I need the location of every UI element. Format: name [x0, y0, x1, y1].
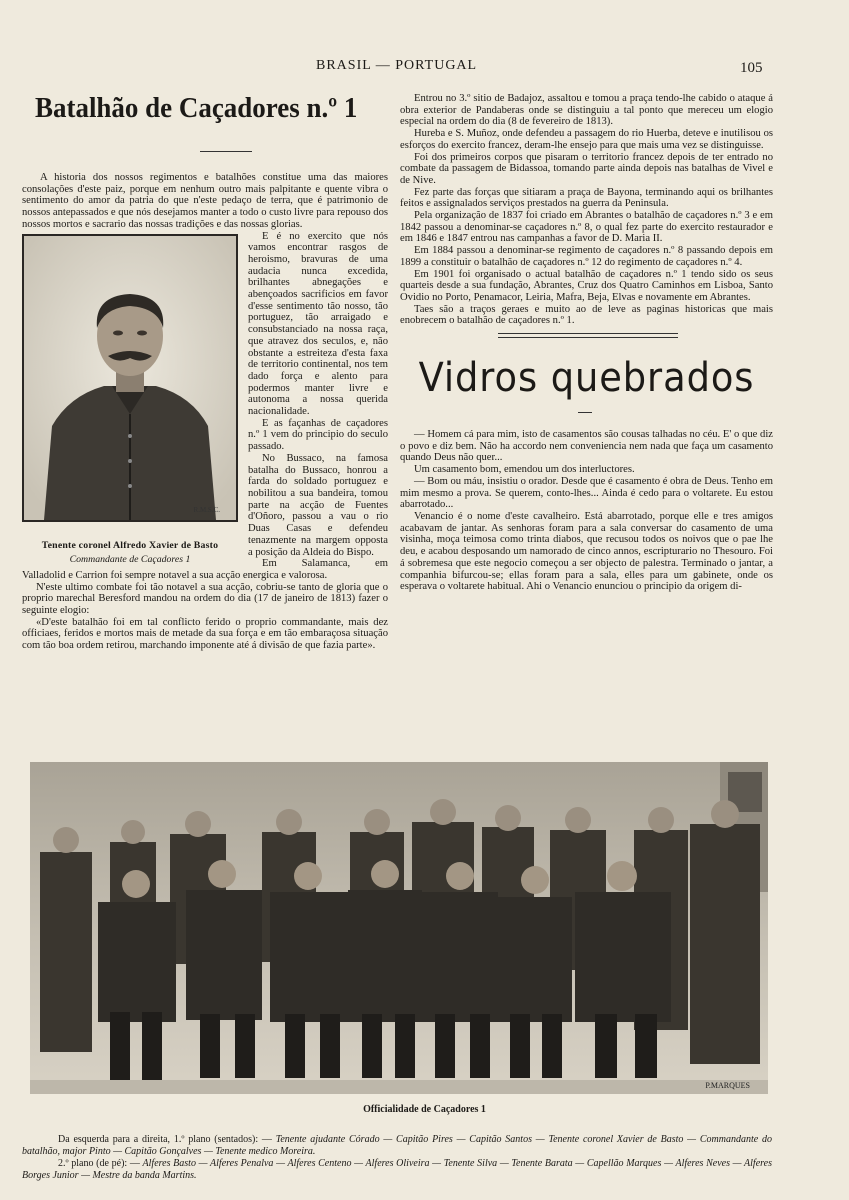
article-paragraph: Em Salamanca, em Valladolid e Carrion foi sempre notavel a sua acção energica e valorosa.: [22, 558, 388, 581]
story-title: Vidros quebrados: [418, 355, 755, 402]
article-title: Batalhão de Caçadores n.º 1: [35, 92, 358, 124]
article-paragraph: No Bussaco, na famosa batalha do Bussaco, honrou a farda do soldado portuguez e nobilitou a sua bandeira, tomou parte na acção de Fuentes d'Oñoro, passou a vau o rio Duas Casas e defendeu tenazmente na margem opposta a posição da Aldeia do Bispo.: [248, 452, 388, 558]
article-paragraph: Em 1884 passou a denominar-se regimento de caçadores n.º 8 passando depois em 1899 a constituir o batalhão de caçadores n.º 12 do regimento de caçadores n.º 4.: [400, 245, 773, 268]
portrait-caption-role: Commandante de Caçadores 1: [69, 554, 191, 566]
title-divider: [200, 151, 252, 152]
portrait-figure: [22, 234, 238, 566]
article-paragraph: A historia dos nossos regimentos e batalhões constitue uma das maiores consolações d'este paiz, porque em nenhum outro mais palpitante e quente vibra o sentimento do amor da patria do que n'este pedaço de terra, que é patrimonio de nossos antepassados e que nós desejamos manter a todo o custo livre para repouso dos nossos mortos e sacrario das nossas tradições e das nossas glorias.: [22, 172, 388, 230]
article-paragraph: N'este ultimo combate foi tão notavel a sua acção, cobriu-se tanto de gloria que o proprio marechal Beresford mandou na ordem do dia (17 de janeiro de 1813) fazer o seguinte elogio:: [22, 581, 388, 617]
group-photo-caption-title: Officialidade de Caçadores 1: [363, 1104, 486, 1115]
row1-intro: Da esquerda para a direita, 1.º plano (sentados): —: [58, 1134, 272, 1145]
article-paragraph: Foi dos primeiros corpos que pisaram o territorio francez depois de ter entrado no combate da passagem de Bidassoa, tomando parte ainda depois nas batalhas de Vivel e de Nive.: [400, 151, 773, 186]
section-separator: [498, 333, 678, 338]
article-paragraph: Entrou no 3.º sitio de Badajoz, assaltou e tomou a praça tendo-lhe cabido o ataque á obra exterior de Pandaberas onde se distinguiu a tal ponto que mereceu um elogio especial na ordem do dia (8 de fevereiro de 1813).: [400, 93, 773, 128]
article-paragraph: Hureba e S. Muñoz, onde defendeu a passagem do rio Huerba, deteve e inutilisou os esforços do exercito francez, deram-lhe ensejo para que mais uma vez se distinguisse.: [400, 128, 773, 151]
story-paragraph: — Homem cá para mim, isto de casamentos são cousas talhadas no céu. E' o que diz o povo e diz bem. Não ha accordo nem conveniencia nem nada que faça um casamento quando Deus não quer...: [400, 429, 773, 464]
group-photo-engraver-mark: P.MARQUES: [705, 1081, 750, 1090]
group-photo-image: [30, 762, 768, 1094]
left-column: [22, 92, 388, 652]
story-paragraph: Um casamento bom, emendou um dos interluctores.: [414, 464, 635, 476]
group-photo-caption-description: [22, 1134, 772, 1182]
story-paragraph: Venancio é o nome d'este cavalheiro. Está abarrotado, porque elle e tres amigos acabavam de jantar. As senhoras foram para a sala conversar do casamento de uma visinha, moça teimosa como trinta diabos, que recusou todos os noivos que o pae lhe deu, e acabou desposando um namorado de cinco annos, escripturario no Thesouro. Foi á sobremesa que este negocio começou a ser objecto de palestra. Terminado o jantar, a companhia bifurcou-se; ellas foram para a sala, elles para um gabinete, onde os esperava o voltarete habitual. Ahi o Venancio enunciou o principio da origem di-: [400, 510, 773, 593]
article-paragraph: «D'este batalhão foi em tal conflicto ferido o proprio commandante, mais dez officiaes, feridos e mortos mais de metade da sua força e em tão embaraçosa situação com tão boa ordem retirou, marchando imponente até á divisão de que fazia parte».: [22, 616, 388, 652]
story-paragraph: — Bom ou máu, insistiu o orador. Desde que é casamento é obra de Deus. Tenho em mim mesmo a prova. Se querem, conto-lhes... Ainda é cedo para o voltarete. Eu estou abarrotado...: [400, 475, 773, 511]
story-title-divider: [578, 412, 592, 413]
article-paragraph: Fez parte das forças que sitiaram a praça de Bayona, terminando aqui os brilhantes feitos e assignalados serviços prestados na guerra da Peninsula.: [400, 186, 773, 210]
portrait-image: [24, 236, 236, 520]
right-column: [400, 93, 773, 593]
portrait-caption-name: Tenente coronel Alfredo Xavier de Basto: [41, 539, 219, 551]
portrait-engraver-mark: R.M.S.C.: [193, 505, 220, 514]
article-paragraph: E as façanhas de caçadores n.º 1 vem do principio do seculo passado.: [248, 417, 388, 453]
article-paragraph: E é no exercito que nós vamos encontrar rasgos de heroismo, bravuras de uma audacia nunca excedida, brilhantes abnegações e abençoados sacrificios em favor d'esse sentimento tão nosso, tão portuguez, tão arraigado e consubstanciado na nossa raça, que atravez dos seculos, e, não obstante a estreiteza d'esta faxa de territorio continental, nos tem dado força e alento para podermos manter livre e autonoma a nossa querida nacionalidade.: [248, 230, 388, 418]
portrait-photo: [22, 234, 238, 522]
group-photo: [30, 762, 768, 1094]
page-number: 105: [740, 60, 763, 76]
row2-intro: 2.º plano (de pé): —: [58, 1158, 140, 1169]
article-paragraph: Taes são a traços geraes e muito ao de leve as paginas historicas que mais enobrecem o batalhão de caçadores n.º 1.: [400, 303, 773, 327]
row2-names: Alferes Basto — Alferes Penalva — Alferes Centeno — Alferes Oliveira — Tenente Silva — Tenente Barata — Capellão Marques — Alferes Neves — Alferes Borges Junior — Mestre da banda Martins.: [22, 1158, 772, 1181]
article-paragraph: Em 1901 foi organisado o actual batalhão de caçadores n.º 1 tendo sido os seus quarteis desde a sua fundação, Abrantes, Cruz dos Quatro Caminhos em Lisboa, Santo Ovidio no Porto, Penamacor, Leiria, Mafra, Beja, Elvas e novamente em Abrantes.: [400, 268, 773, 303]
running-title: BRASIL — PORTUGAL: [316, 58, 478, 73]
article-paragraph: Pela organização de 1837 foi criado em Abrantes o batalhão de caçadores n.º 3 e em 1842 passou a denominar-se caçadores n.º 8, o qual fez parte do exercito restaurador e em 1846 e 1847 entrou nas campanhas a favor de D. Maria II.: [400, 210, 773, 245]
page-header: [0, 58, 849, 78]
row1-names: Tenente ajudante Córado — Capitão Pires — Capitão Santos — Tenente coronel Xavier de Basto — Commandante do batalhão, major Pinto — Capitão Gonçalves — Tenente medico Moreira.: [22, 1134, 772, 1157]
